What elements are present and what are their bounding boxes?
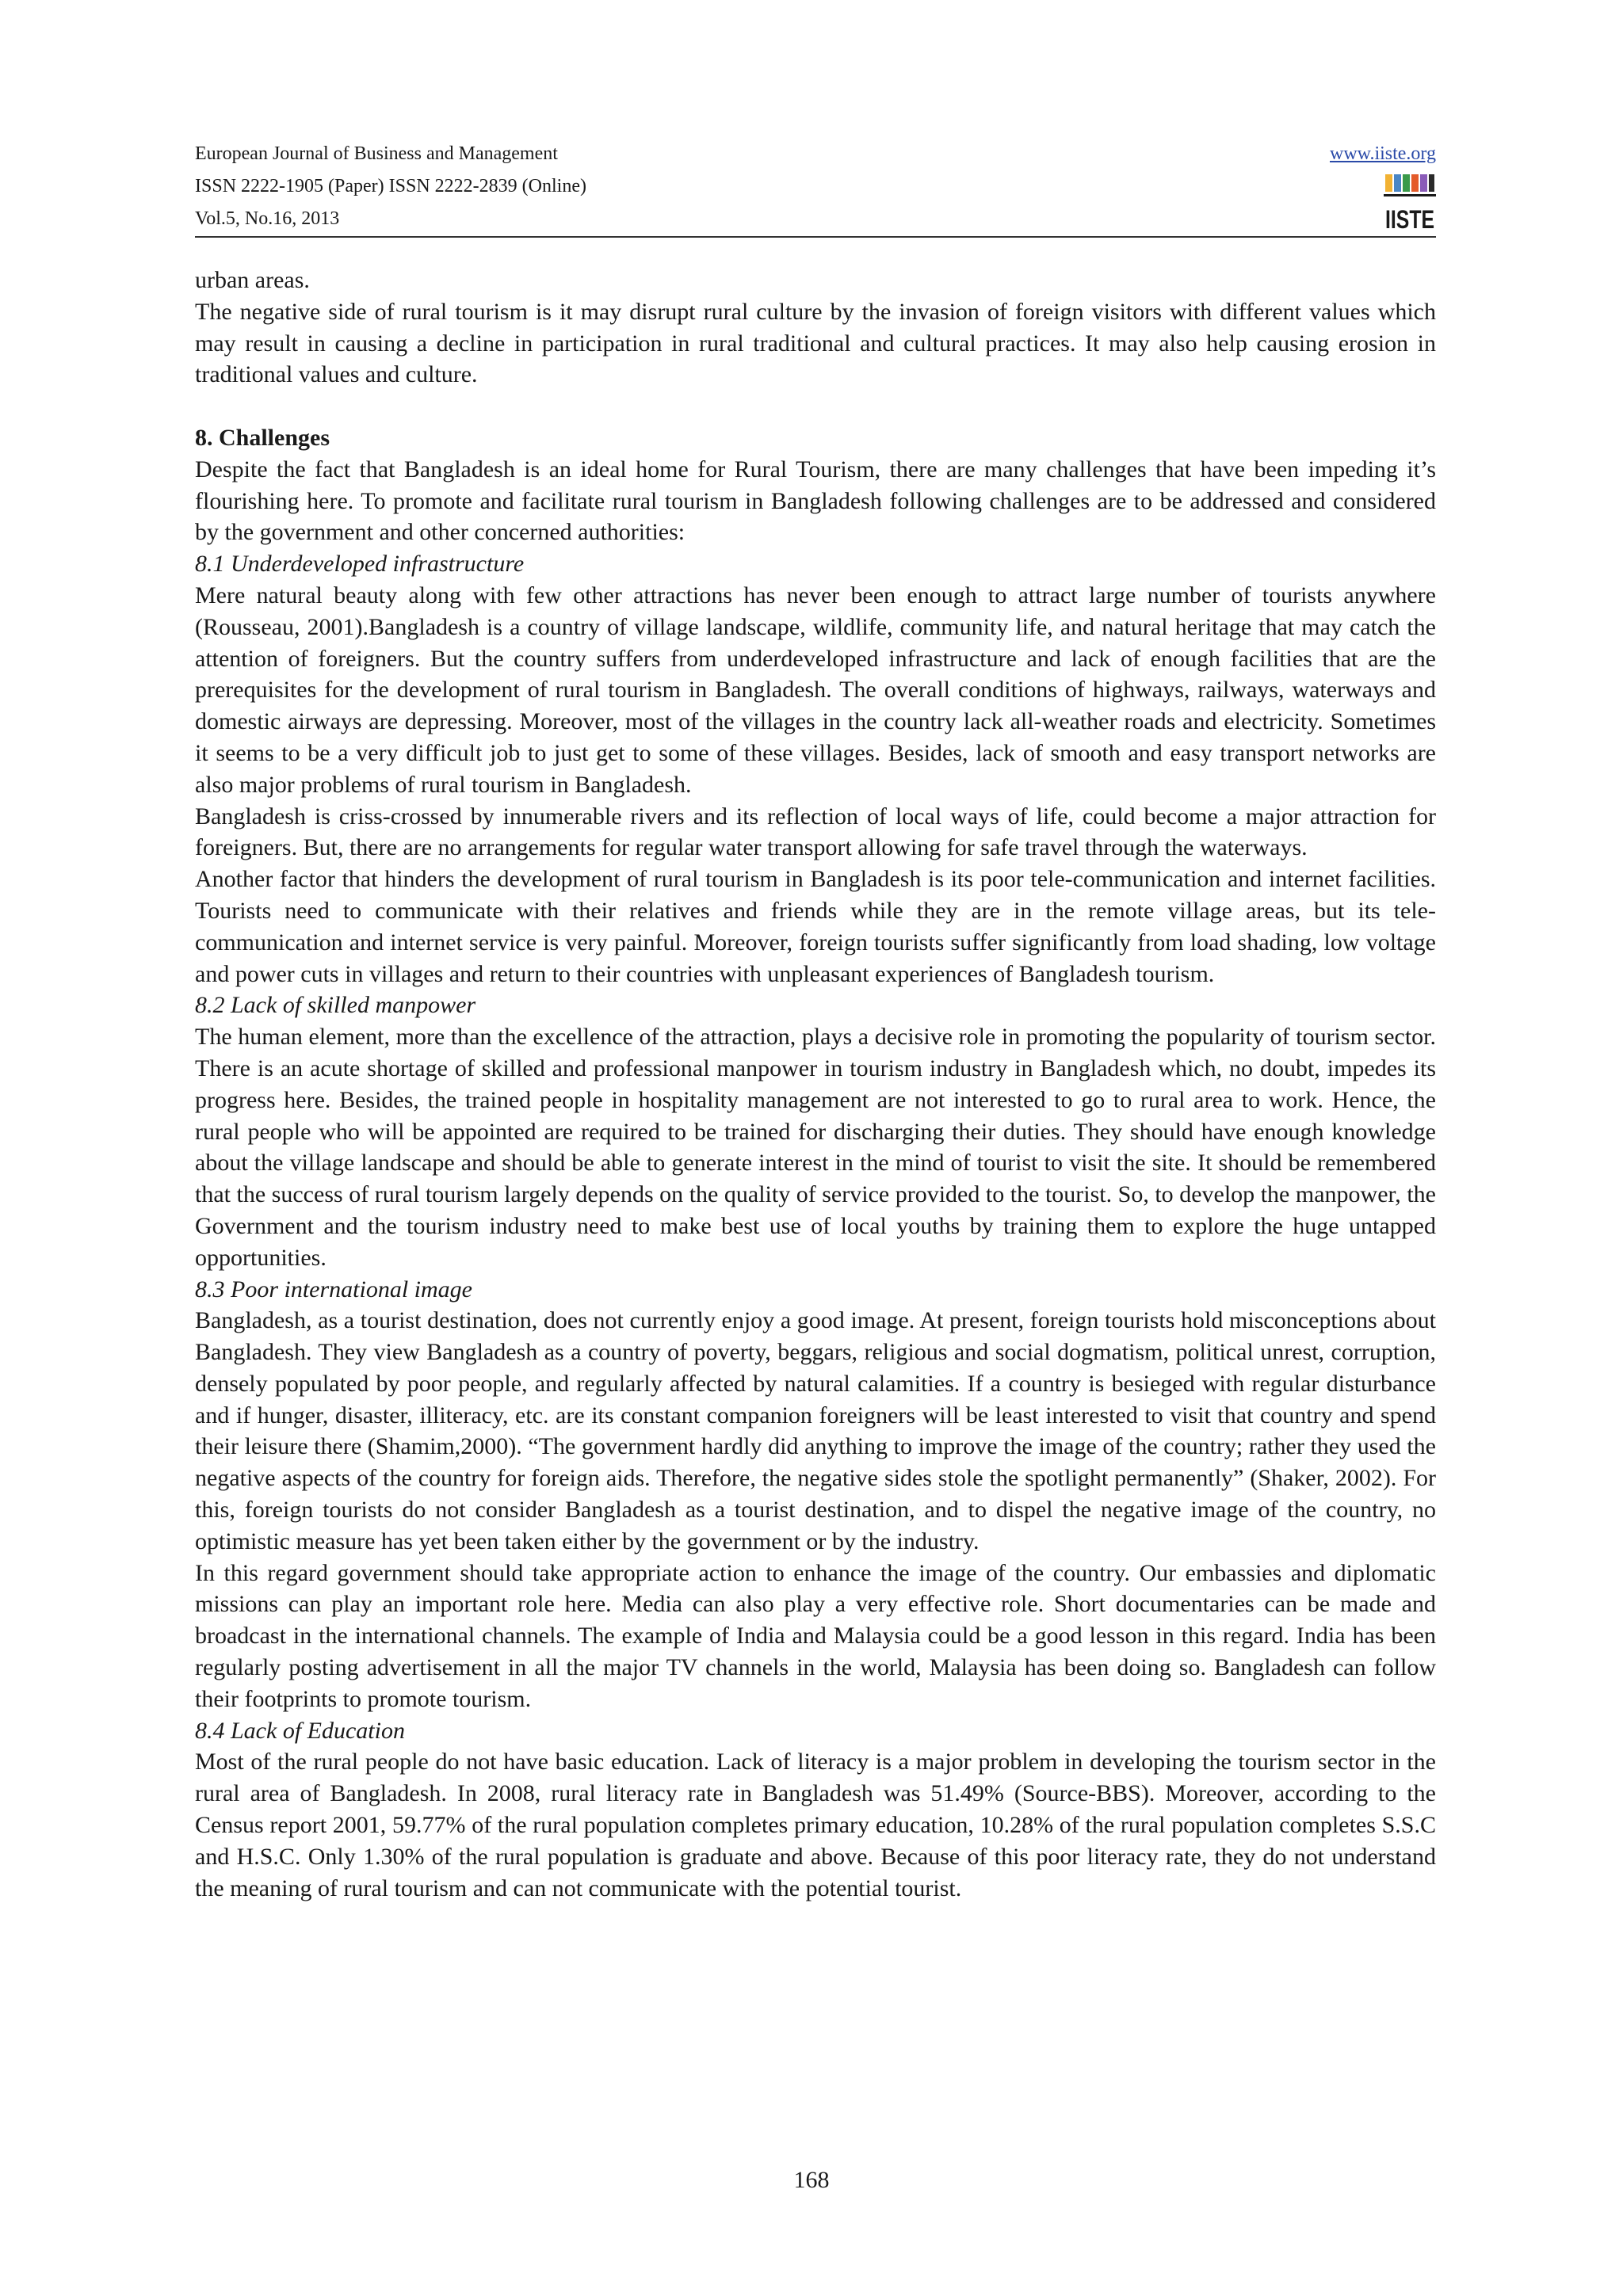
- paragraph-infrastructure-2: Bangladesh is criss-crossed by innumerable rivers and its reflection of local ways of life, could become a major attraction for foreigners. But, there are no arrangements for regular water transport allowing for safe travel through the waterways.: [195, 803, 1436, 861]
- section-heading-challenges: 8. Challenges: [195, 424, 330, 451]
- paragraph-infrastructure-1: Mere natural beauty along with few other attractions has never been enough to attract large number of tourists anywhere (Rousseau, 2001).Bangladesh is a country of village landscape, wildlife, community life, and natural heritage that may catch the attention of foreigners. But the country suffers from underdeveloped infrastructure and lack of enough facilities that are the prerequisites for the development of rural tourism in Bangladesh. The overall conditions of highways, railways, waterways and domestic airways are depressing. Moreover, most of the villages in the country lack all-weather roads and electricity. Sometimes it seems to be a very difficult job to just get to some of these villages. Besides, lack of smooth and easy transport networks are also major problems of rural tourism in Bangladesh.: [195, 582, 1436, 798]
- paragraph-infrastructure-3: Another factor that hinders the development of rural tourism in Bangladesh is its poor tele-communication and internet facilities. Tourists need to communicate with their relatives and friends while they are in the remote village areas, but its tele-communication and internet service is very painful. Moreover, foreign tourists suffer significantly from load shading, low voltage and power cuts in villages and return to their countries with unpleasant experiences of Bangladesh tourism.: [195, 866, 1436, 987]
- paragraph-education: Most of the rural people do not have basic education. Lack of literacy is a major problem in developing the tourism sector in the rural area of Bangladesh. In 2008, rural literacy rate in Bangladesh was 51.49% (Source-BBS). Moreover, according to the Census report 2001, 59.77% of the rural population completes primary education, 10.28% of the rural population completes S.S.C and H.S.C. Only 1.30% of the rural population is graduate and above. Because of this poor literacy rate, they do not understand the meaning of rural tourism and can not communicate with the potential tourist.: [195, 1749, 1436, 1901]
- svg-text:IISTE: IISTE: [1385, 205, 1434, 234]
- paragraph-image-2: In this regard government should take appropriate action to enhance the image of the country. Our embassies and diplomatic missions can play an important role here. Media can also play a very effective role. Short documentaries can be made and broadcast in the international channels. The example of India and Malaysia could be a good lesson in this regard. India has been regularly posting advertisement in all the major TV channels in the world, Malaysia has been doing so. Bangladesh can follow their footprints to promote tourism.: [195, 1559, 1436, 1712]
- paragraph-manpower: The human element, more than the excellence of the attraction, plays a decisive role in promoting the popularity of tourism sector. There is an acute shortage of skilled and professional manpower in tourism industry in Bangladesh which, no doubt, impedes its progress here. Besides, the trained people in hospitality management are not interested to go to rural area to work. Hence, the rural people who will be appointed are required to be trained for discharging their duties. They should have enough knowledge about the village landscape and should be able to generate interest in the mind of tourist to visit the site. It should be remembered that the success of rural tourism largely depends on the quality of service provided to the tourist. So, to develop the manpower, the Government and the tourism industry need to make best use of local youths by training them to explore the huge untapped opportunities.: [195, 1024, 1436, 1271]
- paragraph-negative-side: The negative side of rural tourism is it may disrupt rural culture by the invasion of foreign visitors with different values which may result in causing a decline in participation in rural traditional and cultural practices. It may also help causing erosion in traditional values and culture.: [195, 298, 1436, 388]
- paragraph-challenges-intro: Despite the fact that Bangladesh is an ideal home for Rural Tourism, there are many challenges that have been impeding it’s flourishing here. To promote and facilitate rural tourism in Bangladesh following challenges are to be addressed and considered by the government and other concerned authorities:: [195, 456, 1436, 546]
- paragraph-urban-areas: urban areas.: [195, 267, 310, 293]
- article-body: [195, 265, 1436, 1904]
- subsection-heading-education: 8.4 Lack of Education: [195, 1717, 405, 1744]
- journal-info: [195, 138, 586, 235]
- subsection-heading-infrastructure: 8.1 Underdeveloped infrastructure: [195, 551, 525, 578]
- subsection-heading-image: 8.3 Poor international image: [195, 1276, 472, 1302]
- journal-website-link[interactable]: www.iiste.org: [1330, 143, 1436, 164]
- page-header: [195, 136, 1436, 238]
- paragraph-image-1: Bangladesh, as a tourist destination, does not currently enjoy a good image. At present, foreign tourists hold misconceptions about Bangladesh. They view Bangladesh as a country of poverty, beggars, religious and social dogmatism, political unrest, corruption, densely populated by poor people, and regularly affected by natural calamities. If a country is besieged with regular disturbance and if hunger, disaster, illiteracy, etc. are its constant companion foreigners will be least interested to visit that country and spend their leisure there (Shamim,2000). “The government hardly did anything to improve the image of the country; rather they used the negative aspects of the country for foreign aids. Therefore, the negative sides stole the spotlight permanently” (Shaker, 2002). For this, foreign tourists do not consider Bangladesh as a tourist destination, and to dispel the negative image of the country, no optimistic measure has yet been taken either by the government or by the industry.: [195, 1307, 1436, 1554]
- iiste-logo: [1384, 173, 1436, 234]
- journal-name: European Journal of Business and Management: [195, 143, 558, 164]
- journal-volume: Vol.5, No.16, 2013: [195, 208, 340, 229]
- page-number: 168: [793, 2167, 830, 2193]
- subsection-heading-manpower: 8.2 Lack of skilled manpower: [195, 992, 476, 1019]
- journal-issn: ISSN 2222-1905 (Paper) ISSN 2222-2839 (Online): [195, 176, 586, 196]
